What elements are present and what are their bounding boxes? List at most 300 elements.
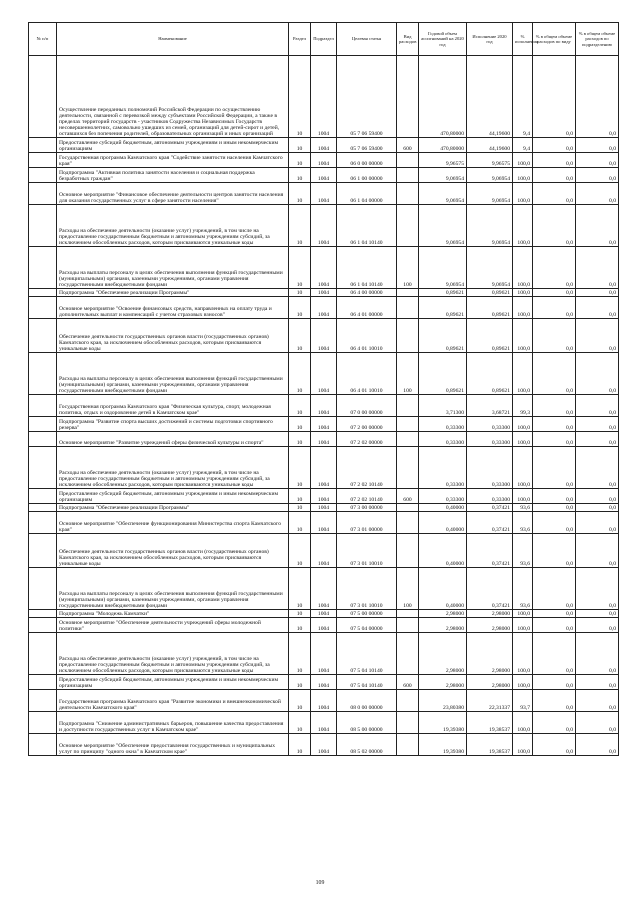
row-share-podr-cell: 0,0	[576, 504, 619, 512]
row-vid-cell	[397, 319, 419, 353]
row-share-vid-cell: 0,0	[533, 353, 576, 395]
row-plan-cell: 0,89621	[419, 319, 467, 353]
row-podrazdel-cell: 1004	[311, 183, 337, 205]
row-share-vid-cell: 0,0	[533, 417, 576, 432]
row-razdel-cell: 10	[289, 297, 311, 319]
row-pct-cell: 100,0	[513, 205, 533, 247]
row-name-cell: Государственная программа Камчатского края "Содействие занятости населения Камчатского края"	[57, 153, 289, 168]
row-name-cell: Осуществление переданных полномочий Российской Федерации по осуществлению деятельности, связанной с перевозкой между субъектами Российской Федерации, а также в пределах территорий государств - участников Содружества Независимых Государств несовершеннолетних, самовольно ушедших из семей, организаций для детей-сирот и детей, оставшихся без попечения родителей, образовательных организаций и иных организаций	[57, 56, 289, 138]
row-name-cell: Подпрограмма "Обеспечение реализации Программы"	[57, 289, 289, 297]
row-razdel-cell: 10	[289, 247, 311, 289]
row-vid-cell	[397, 512, 419, 534]
row-razdel-cell: 10	[289, 734, 311, 756]
table-row	[29, 247, 619, 289]
row-share-vid-cell: 0,0	[533, 734, 576, 756]
row-isp-cell: 9,06954	[467, 205, 513, 247]
row-target-cell: 05 7 06 59400	[337, 56, 397, 138]
row-vid-cell	[397, 153, 419, 168]
row-share-vid-cell: 0,0	[533, 512, 576, 534]
row-podrazdel-cell: 1004	[311, 633, 337, 675]
row-pct-cell: 99,3	[513, 395, 533, 417]
table-row	[29, 618, 619, 633]
row-pct-cell: 100,0	[513, 633, 533, 675]
row-razdel-cell: 10	[289, 690, 311, 712]
table-row	[29, 297, 619, 319]
row-razdel-cell: 10	[289, 183, 311, 205]
row-target-cell: 06 4 01 10010	[337, 353, 397, 395]
row-share-vid-cell: 0,0	[533, 618, 576, 633]
table-row	[29, 319, 619, 353]
row-share-podr-cell: 0,0	[576, 56, 619, 138]
row-isp-cell: 0,89621	[467, 353, 513, 395]
row-target-cell: 07 2 02 10140	[337, 489, 397, 504]
row-name-cell: Расходы на выплаты персоналу в целях обеспечения выполнения функций государственными (муниципальными) органами, казенными учреждениями, органами управления государственными внебюджетными фондами	[57, 568, 289, 610]
document-sheet	[28, 22, 618, 756]
row-podrazdel-cell: 1004	[311, 447, 337, 489]
row-razdel-cell: 10	[289, 610, 311, 618]
row-share-podr-cell: 0,0	[576, 734, 619, 756]
row-vid-cell	[397, 633, 419, 675]
table-row	[29, 138, 619, 153]
row-plan-cell: 0,40000	[419, 504, 467, 512]
row-podrazdel-cell: 1004	[311, 353, 337, 395]
row-share-vid-cell: 0,0	[533, 489, 576, 504]
row-num-cell	[29, 712, 57, 734]
row-isp-cell: 2,98000	[467, 633, 513, 675]
row-share-vid-cell: 0,0	[533, 712, 576, 734]
row-share-podr-cell: 0,0	[576, 447, 619, 489]
row-target-cell: 07 3 01 10010	[337, 568, 397, 610]
row-target-cell: 07 2 02 00000	[337, 432, 397, 447]
table-row	[29, 512, 619, 534]
row-share-podr-cell: 0,0	[576, 690, 619, 712]
row-num-cell	[29, 353, 57, 395]
row-pct-cell: 100,0	[513, 183, 533, 205]
row-pct-cell: 93,7	[513, 690, 533, 712]
row-num-cell	[29, 512, 57, 534]
row-num-cell	[29, 395, 57, 417]
row-vid-cell	[397, 618, 419, 633]
row-podrazdel-cell: 1004	[311, 675, 337, 690]
row-pct-cell: 100,0	[513, 610, 533, 618]
row-pct-cell: 100,0	[513, 417, 533, 432]
row-plan-cell: 0,33300	[419, 447, 467, 489]
row-num-cell	[29, 690, 57, 712]
col-header-razdel: Раздел	[289, 23, 311, 56]
row-name-cell: Расходы на выплаты персоналу в целях обеспечения выполнения функций государственными (муниципальными) органами, казенными учреждениями, органами управления государственными внебюджетными фондами	[57, 353, 289, 395]
row-podrazdel-cell: 1004	[311, 712, 337, 734]
row-name-cell: Обеспечение деятельности государственных органов власти (государственных органов) Камчатского края, за исключением обособленных расходов, которым присваиваются уникальные коды	[57, 319, 289, 353]
row-plan-cell: 9,06954	[419, 183, 467, 205]
row-share-vid-cell: 0,0	[533, 432, 576, 447]
row-vid-cell: 600	[397, 675, 419, 690]
table-row	[29, 205, 619, 247]
row-target-cell: 08 5 02 00000	[337, 734, 397, 756]
row-share-podr-cell: 0,0	[576, 319, 619, 353]
row-isp-cell: 2,98000	[467, 610, 513, 618]
row-target-cell: 07 2 00 00000	[337, 417, 397, 432]
row-share-podr-cell: 0,0	[576, 289, 619, 297]
row-share-podr-cell: 0,0	[576, 618, 619, 633]
row-share-podr-cell: 0,0	[576, 153, 619, 168]
row-name-cell: Подпрограмма "Молодежь Камчатки"	[57, 610, 289, 618]
row-share-podr-cell: 0,0	[576, 297, 619, 319]
row-razdel-cell: 10	[289, 168, 311, 183]
row-name-cell: Подпрограмма "Активная политика занятости населения и социальная поддержка безработных граждан"	[57, 168, 289, 183]
row-razdel-cell: 10	[289, 138, 311, 153]
row-razdel-cell: 10	[289, 56, 311, 138]
budget-table	[28, 22, 619, 756]
row-podrazdel-cell: 1004	[311, 432, 337, 447]
row-plan-cell: 23,80380	[419, 690, 467, 712]
row-plan-cell: 2,98000	[419, 633, 467, 675]
row-name-cell: Государственная программа Камчатского края "Развитие экономики и внешнеэкономической деятельности Камчатского края"	[57, 690, 289, 712]
row-vid-cell	[397, 289, 419, 297]
row-vid-cell	[397, 297, 419, 319]
row-pct-cell: 100,0	[513, 447, 533, 489]
row-target-cell: 06 1 04 10140	[337, 205, 397, 247]
row-num-cell	[29, 534, 57, 568]
table-row	[29, 534, 619, 568]
row-share-podr-cell: 0,0	[576, 432, 619, 447]
row-podrazdel-cell: 1004	[311, 690, 337, 712]
row-num-cell	[29, 205, 57, 247]
row-razdel-cell: 10	[289, 319, 311, 353]
row-plan-cell: 0,89621	[419, 353, 467, 395]
row-target-cell: 05 7 06 59400	[337, 138, 397, 153]
row-share-podr-cell: 0,0	[576, 633, 619, 675]
table-row	[29, 183, 619, 205]
row-target-cell: 06 1 04 10140	[337, 247, 397, 289]
row-target-cell: 07 5 04 10140	[337, 633, 397, 675]
row-isp-cell: 0,33300	[467, 417, 513, 432]
row-podrazdel-cell: 1004	[311, 610, 337, 618]
row-share-podr-cell: 0,0	[576, 712, 619, 734]
row-vid-cell	[397, 417, 419, 432]
row-vid-cell: 600	[397, 138, 419, 153]
row-podrazdel-cell: 1004	[311, 289, 337, 297]
row-podrazdel-cell: 1004	[311, 138, 337, 153]
row-share-podr-cell: 0,0	[576, 610, 619, 618]
row-isp-cell: 9,96575	[467, 153, 513, 168]
row-name-cell: Предоставление субсидий бюджетным, автономным учреждениям и иным некоммерческим организациям	[57, 138, 289, 153]
row-razdel-cell: 10	[289, 568, 311, 610]
row-plan-cell: 2,98000	[419, 610, 467, 618]
row-razdel-cell: 10	[289, 618, 311, 633]
row-isp-cell: 44,19600	[467, 138, 513, 153]
row-razdel-cell: 10	[289, 633, 311, 675]
row-razdel-cell: 10	[289, 712, 311, 734]
row-podrazdel-cell: 1004	[311, 319, 337, 353]
table-row	[29, 289, 619, 297]
row-share-vid-cell: 0,0	[533, 205, 576, 247]
row-share-vid-cell: 0,0	[533, 168, 576, 183]
row-share-podr-cell: 0,0	[576, 183, 619, 205]
row-name-cell: Подпрограмма "Развитие спорта высших достижений и системы подготовки спортивного резерва"	[57, 417, 289, 432]
row-podrazdel-cell: 1004	[311, 247, 337, 289]
row-vid-cell	[397, 610, 419, 618]
row-vid-cell: 100	[397, 247, 419, 289]
row-plan-cell: 470,80000	[419, 56, 467, 138]
row-razdel-cell: 10	[289, 205, 311, 247]
row-isp-cell: 0,37421	[467, 534, 513, 568]
row-isp-cell: 0,37421	[467, 568, 513, 610]
row-plan-cell: 2,98000	[419, 618, 467, 633]
row-podrazdel-cell: 1004	[311, 417, 337, 432]
row-razdel-cell: 10	[289, 504, 311, 512]
table-row	[29, 690, 619, 712]
row-num-cell	[29, 297, 57, 319]
row-razdel-cell: 10	[289, 353, 311, 395]
col-header-share-vid: % в общем объеме расходов по виду	[533, 23, 576, 56]
row-isp-cell: 19,38537	[467, 712, 513, 734]
row-name-cell: Основное мероприятие "Обеспечение деятельности учреждений сферы молодежной политики"	[57, 618, 289, 633]
row-share-vid-cell: 0,0	[533, 568, 576, 610]
row-vid-cell	[397, 504, 419, 512]
row-target-cell: 07 3 01 00000	[337, 512, 397, 534]
row-num-cell	[29, 153, 57, 168]
table-row	[29, 734, 619, 756]
row-target-cell: 07 5 04 00000	[337, 618, 397, 633]
row-vid-cell: 600	[397, 489, 419, 504]
row-podrazdel-cell: 1004	[311, 205, 337, 247]
col-header-pct: % исполнения	[513, 23, 533, 56]
row-plan-cell: 19,39380	[419, 712, 467, 734]
row-num-cell	[29, 504, 57, 512]
row-pct-cell: 100,0	[513, 432, 533, 447]
col-header-vid: Вид расходов	[397, 23, 419, 56]
row-num-cell	[29, 247, 57, 289]
table-row	[29, 395, 619, 417]
row-share-podr-cell: 0,0	[576, 417, 619, 432]
row-share-podr-cell: 0,0	[576, 489, 619, 504]
row-pct-cell: 100,0	[513, 489, 533, 504]
row-plan-cell: 0,40000	[419, 568, 467, 610]
col-header-target: Целевая статья	[337, 23, 397, 56]
row-pct-cell: 100,0	[513, 675, 533, 690]
row-share-vid-cell: 0,0	[533, 690, 576, 712]
row-vid-cell	[397, 447, 419, 489]
row-num-cell	[29, 56, 57, 138]
row-isp-cell: 22,31337	[467, 690, 513, 712]
table-row	[29, 633, 619, 675]
row-num-cell	[29, 447, 57, 489]
row-podrazdel-cell: 1004	[311, 153, 337, 168]
col-header-podrazdel: Подраздел	[311, 23, 337, 56]
row-razdel-cell: 10	[289, 675, 311, 690]
table-row	[29, 153, 619, 168]
row-isp-cell: 3,68721	[467, 395, 513, 417]
row-share-vid-cell: 0,0	[533, 153, 576, 168]
row-podrazdel-cell: 1004	[311, 512, 337, 534]
table-row	[29, 447, 619, 489]
col-header-name: Наименование	[57, 23, 289, 56]
row-share-vid-cell: 0,0	[533, 504, 576, 512]
row-target-cell: 06 1 04 00000	[337, 183, 397, 205]
row-num-cell	[29, 432, 57, 447]
row-vid-cell	[397, 712, 419, 734]
row-share-podr-cell: 0,0	[576, 353, 619, 395]
row-plan-cell: 19,39380	[419, 734, 467, 756]
row-pct-cell: 100,0	[513, 618, 533, 633]
row-num-cell	[29, 183, 57, 205]
row-plan-cell: 9,06954	[419, 247, 467, 289]
row-plan-cell: 0,33300	[419, 489, 467, 504]
row-num-cell	[29, 734, 57, 756]
row-plan-cell: 0,89621	[419, 297, 467, 319]
table-row	[29, 504, 619, 512]
row-name-cell: Основное мероприятие "Обеспечение функционирования Министерства спорта Камчатского края"	[57, 512, 289, 534]
row-share-vid-cell: 0,0	[533, 319, 576, 353]
table-row	[29, 56, 619, 138]
table-row	[29, 675, 619, 690]
row-share-vid-cell: 0,0	[533, 138, 576, 153]
row-podrazdel-cell: 1004	[311, 168, 337, 183]
row-num-cell	[29, 138, 57, 153]
row-vid-cell	[397, 168, 419, 183]
row-plan-cell: 3,71300	[419, 395, 467, 417]
page-number: 109	[315, 880, 325, 886]
col-header-num: № п/п	[29, 23, 57, 56]
row-target-cell: 07 3 00 00000	[337, 504, 397, 512]
row-name-cell: Обеспечение деятельности государственных органов власти (государственных органов) Камчатского края, за исключением обособленных расходов, которым присваиваются уникальные коды	[57, 534, 289, 568]
row-target-cell: 07 0 00 00000	[337, 395, 397, 417]
row-pct-cell: 9,4	[513, 138, 533, 153]
row-plan-cell: 0,89621	[419, 289, 467, 297]
row-target-cell: 06 4 01 10010	[337, 319, 397, 353]
row-pct-cell: 100,0	[513, 247, 533, 289]
row-isp-cell: 0,89621	[467, 297, 513, 319]
row-share-vid-cell: 0,0	[533, 534, 576, 568]
row-isp-cell: 0,37421	[467, 512, 513, 534]
table-row	[29, 712, 619, 734]
row-name-cell: Основное мероприятие "Освоение финансовых средств, направленных на оплату труда и дополнительных выплат и компенсаций с учетом страховых взносов"	[57, 297, 289, 319]
row-vid-cell	[397, 690, 419, 712]
row-num-cell	[29, 168, 57, 183]
row-share-podr-cell: 0,0	[576, 205, 619, 247]
row-plan-cell: 0,33300	[419, 432, 467, 447]
row-name-cell: Расходы на выплаты персоналу в целях обеспечения выполнения функций государственными (муниципальными) органами, казенными учреждениями, органами управления государственными внебюджетными фондами	[57, 247, 289, 289]
row-isp-cell: 0,33300	[467, 432, 513, 447]
row-vid-cell	[397, 534, 419, 568]
row-razdel-cell: 10	[289, 489, 311, 504]
row-target-cell: 07 3 01 10010	[337, 534, 397, 568]
row-razdel-cell: 10	[289, 534, 311, 568]
row-pct-cell: 93,6	[513, 504, 533, 512]
row-plan-cell: 470,80000	[419, 138, 467, 153]
row-plan-cell: 0,40000	[419, 512, 467, 534]
col-header-share-podr: % в общем объеме расходов по подразделению	[576, 23, 619, 56]
row-pct-cell: 100,0	[513, 153, 533, 168]
row-share-podr-cell: 0,0	[576, 568, 619, 610]
row-isp-cell: 19,38537	[467, 734, 513, 756]
row-podrazdel-cell: 1004	[311, 568, 337, 610]
row-name-cell: Расходы на обеспечение деятельности (оказание услуг) учреждений, в том числе на предоставление государственным бюджетным и автономным учреждениям субсидий, за исключением обособленных расходов, которым присваиваются уникальные коды	[57, 633, 289, 675]
row-target-cell: 06 4 01 00000	[337, 297, 397, 319]
row-isp-cell: 9,06954	[467, 247, 513, 289]
row-num-cell	[29, 568, 57, 610]
row-target-cell: 07 5 04 10140	[337, 675, 397, 690]
row-vid-cell: 100	[397, 568, 419, 610]
row-num-cell	[29, 289, 57, 297]
row-pct-cell: 100,0	[513, 319, 533, 353]
row-podrazdel-cell: 1004	[311, 297, 337, 319]
row-podrazdel-cell: 1004	[311, 56, 337, 138]
row-share-podr-cell: 0,0	[576, 512, 619, 534]
row-isp-cell: 0,37421	[467, 504, 513, 512]
row-share-vid-cell: 0,0	[533, 56, 576, 138]
row-isp-cell: 2,98000	[467, 675, 513, 690]
row-pct-cell: 100,0	[513, 353, 533, 395]
table-row	[29, 568, 619, 610]
row-target-cell: 08 5 00 00000	[337, 712, 397, 734]
row-podrazdel-cell: 1004	[311, 618, 337, 633]
row-isp-cell: 0,33300	[467, 489, 513, 504]
row-razdel-cell: 10	[289, 432, 311, 447]
row-share-podr-cell: 0,0	[576, 138, 619, 153]
table-row	[29, 432, 619, 447]
row-num-cell	[29, 319, 57, 353]
row-pct-cell: 93,6	[513, 534, 533, 568]
row-vid-cell	[397, 56, 419, 138]
row-pct-cell: 100,0	[513, 734, 533, 756]
row-share-podr-cell: 0,0	[576, 395, 619, 417]
row-num-cell	[29, 675, 57, 690]
row-podrazdel-cell: 1004	[311, 734, 337, 756]
row-plan-cell: 9,96575	[419, 153, 467, 168]
row-share-podr-cell: 0,0	[576, 247, 619, 289]
row-pct-cell: 100,0	[513, 712, 533, 734]
row-vid-cell: 100	[397, 353, 419, 395]
row-vid-cell	[397, 395, 419, 417]
row-razdel-cell: 10	[289, 289, 311, 297]
row-razdel-cell: 10	[289, 153, 311, 168]
row-vid-cell	[397, 734, 419, 756]
row-podrazdel-cell: 1004	[311, 395, 337, 417]
row-plan-cell: 9,06954	[419, 205, 467, 247]
row-share-vid-cell: 0,0	[533, 633, 576, 675]
table-row	[29, 610, 619, 618]
row-podrazdel-cell: 1004	[311, 489, 337, 504]
row-vid-cell	[397, 205, 419, 247]
row-pct-cell: 93,6	[513, 512, 533, 534]
row-vid-cell	[397, 183, 419, 205]
row-name-cell: Основное мероприятие "Развитие учреждений сферы физической культуры и спорта"	[57, 432, 289, 447]
row-target-cell: 06 4 00 00000	[337, 289, 397, 297]
row-pct-cell: 100,0	[513, 297, 533, 319]
row-share-vid-cell: 0,0	[533, 395, 576, 417]
row-name-cell: Предоставление субсидий бюджетным, автономным учреждениям и иным некоммерческим организациям	[57, 489, 289, 504]
row-target-cell: 07 2 02 10140	[337, 447, 397, 489]
table-row	[29, 417, 619, 432]
row-plan-cell: 9,06954	[419, 168, 467, 183]
row-name-cell: Государственная программа Камчатского края "Физическая культура, спорт, молодежная политика, отдых и оздоровление детей в Камчатском крае"	[57, 395, 289, 417]
row-share-vid-cell: 0,0	[533, 289, 576, 297]
row-target-cell: 06 0 00 00000	[337, 153, 397, 168]
row-name-cell: Расходы на обеспечение деятельности (оказание услуг) учреждений, в том числе на предоставление государственным бюджетным и автономным учреждениям субсидий, за исключением обособленных расходов, которым присваиваются уникальные коды	[57, 205, 289, 247]
row-isp-cell: 2,98000	[467, 618, 513, 633]
table-header-row	[29, 23, 619, 56]
row-vid-cell	[397, 432, 419, 447]
row-pct-cell: 100,0	[513, 289, 533, 297]
row-share-vid-cell: 0,0	[533, 183, 576, 205]
row-name-cell: Предоставление субсидий бюджетным, автономным учреждениям и иным некоммерческим организациям	[57, 675, 289, 690]
row-plan-cell: 0,40000	[419, 534, 467, 568]
row-share-podr-cell: 0,0	[576, 168, 619, 183]
row-share-podr-cell: 0,0	[576, 675, 619, 690]
row-razdel-cell: 10	[289, 512, 311, 534]
table-row	[29, 353, 619, 395]
